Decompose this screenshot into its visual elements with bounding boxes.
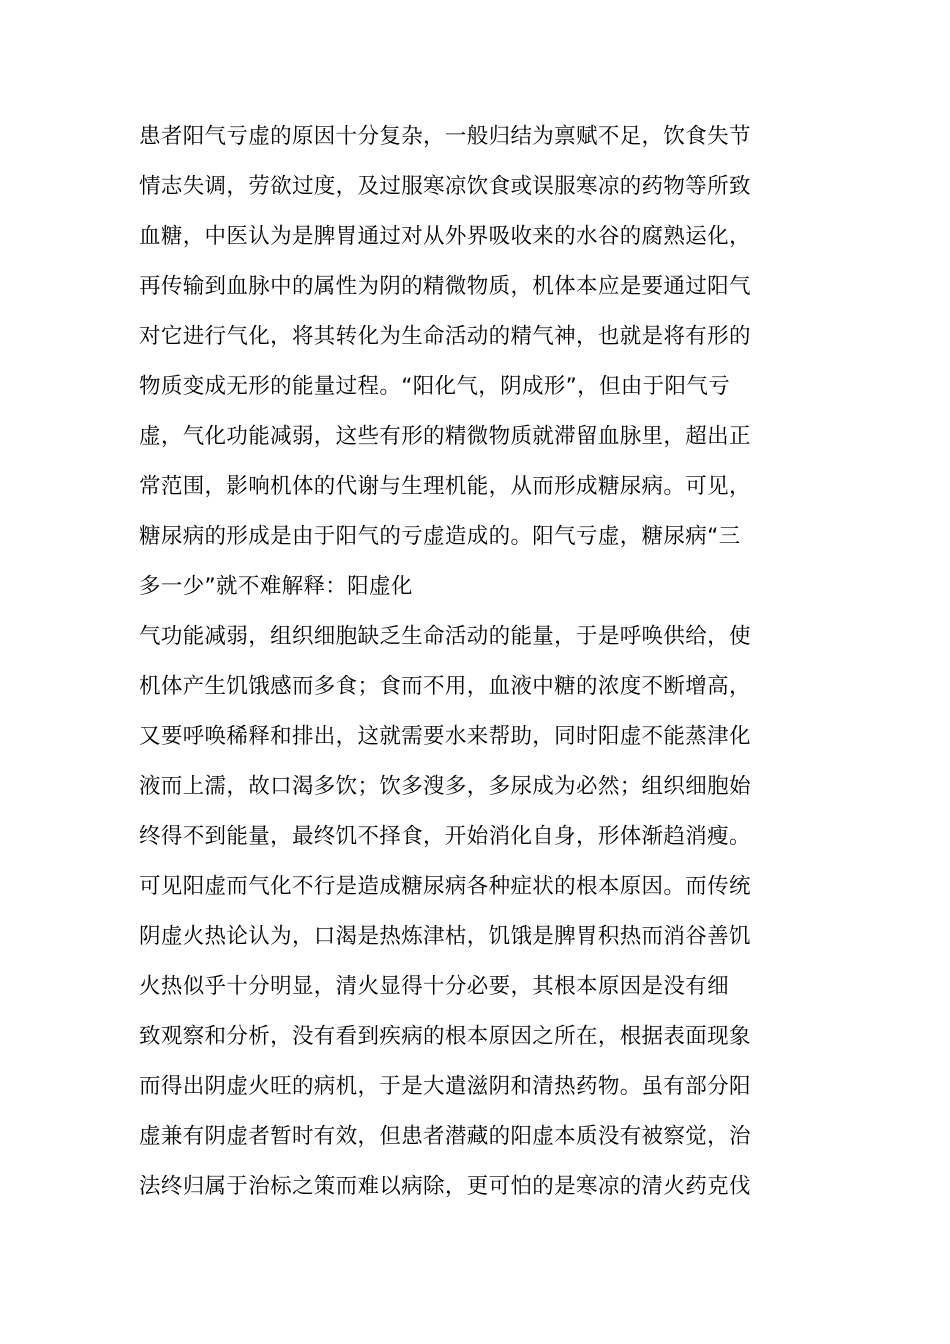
- text-line: 液而上濡，故口渴多饮；饮多溲多，多尿成为必然；组织细胞始: [139, 774, 751, 799]
- text-line: 气功能减弱，组织细胞缺乏生命活动的能量，于是呼唤供给，使: [139, 624, 751, 649]
- text-line: 糖尿病的形成是由于阳气的亏虚造成的。阳气亏虚，糖尿病“三: [139, 524, 741, 549]
- text-line: 致观察和分析，没有看到疾病的根本原因之所在，根据表面现象: [139, 1024, 751, 1049]
- text-line: 常范围，影响机体的代谢与生理机能，从而形成糖尿病。可见，: [139, 474, 751, 499]
- text-line: 情志失调，劳欲过度，及过服寒凉饮食或误服寒凉的药物等所致: [139, 174, 751, 199]
- text-line: 而得出阴虚火旺的病机，于是大遣滋阴和清热药物。虽有部分阳: [139, 1074, 751, 1099]
- text-line: 多一少”就不难解释：阳虚化: [139, 574, 413, 599]
- text-line: 对它进行气化，将其转化为生命活动的精气神，也就是将有形的: [139, 324, 751, 349]
- text-line: 机体产生饥饿感而多食；食而不用，血液中糖的浓度不断增高，: [139, 674, 751, 699]
- text-line: 法终归属于治标之策而难以病除，更可怕的是寒凉的清火药克伐: [139, 1174, 751, 1199]
- text-line: 又要呼唤稀释和排出，这就需要水来帮助，同时阳虚不能蒸津化: [139, 724, 751, 749]
- text-line: 终得不到能量，最终饥不择食，开始消化自身，形体渐趋消瘦。: [139, 824, 751, 849]
- text-line: 虚兼有阴虚者暂时有效，但患者潜藏的阳虚本质没有被察觉，治: [139, 1124, 751, 1149]
- body-text: [139, 112, 819, 1212]
- text-line: 血糖，中医认为是脾胃通过对从外界吸收来的水谷的腐熟运化，: [139, 224, 751, 249]
- text-line: 虚，气化功能减弱，这些有形的精微物质就滞留血脉里，超出正: [139, 424, 751, 449]
- text-line: 再传输到血脉中的属性为阴的精微物质，机体本应是要通过阳气: [139, 274, 751, 299]
- text-line: 火热似乎十分明显，清火显得十分必要，其根本原因是没有细: [139, 974, 729, 999]
- text-line: 阴虚火热论认为，口渴是热炼津枯，饥饿是脾胃积热而消谷善饥: [139, 924, 751, 949]
- text-line: 可见阳虚而气化不行是造成糖尿病各种症状的根本原因。而传统: [139, 874, 751, 899]
- text-line: 患者阳气亏虚的原因十分复杂，一般归结为禀赋不足，饮食失节: [139, 124, 751, 149]
- text-line: 物质变成无形的能量过程。“阳化气，阴成形”，但由于阳气亏: [139, 374, 731, 399]
